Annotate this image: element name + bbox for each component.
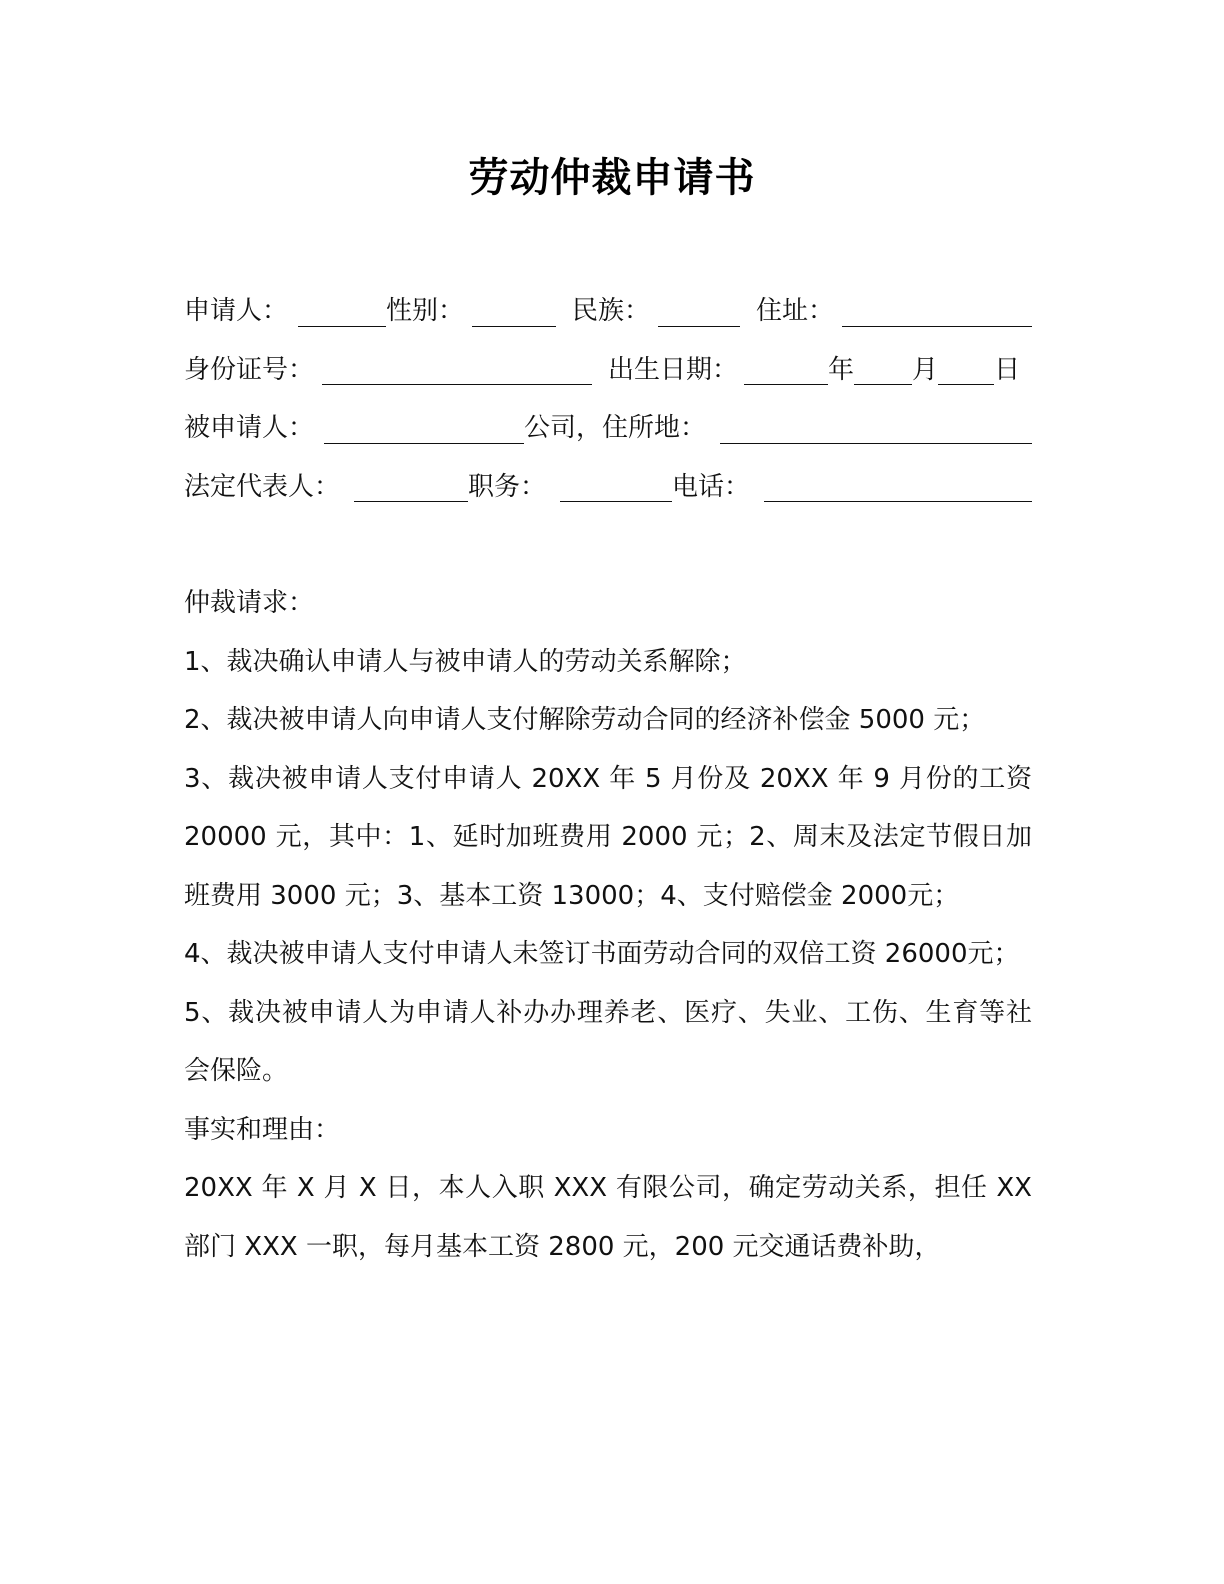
month-label: 月	[912, 354, 939, 385]
applicant-label: 申请人：	[184, 296, 289, 326]
applicant-blank[interactable]	[298, 298, 386, 327]
phone-label: 电话：	[672, 471, 751, 502]
position-blank[interactable]	[560, 473, 672, 502]
respondent-label: 被申请人：	[184, 413, 315, 443]
phone-blank[interactable]	[764, 473, 1032, 502]
id-number-blank[interactable]	[322, 356, 592, 385]
claim-item-2: 2、裁决被申请人向申请人支付解除劳动合同的经济补偿金 5000 元；	[184, 705, 986, 735]
respondent-blank[interactable]	[324, 415, 524, 444]
document-title: 劳动仲裁申请书	[468, 155, 756, 201]
facts-heading: 事实和理由：	[184, 1114, 341, 1145]
document-body	[184, 282, 1032, 1276]
form-row-id	[184, 341, 1032, 400]
ethnicity-blank[interactable]	[658, 298, 740, 327]
id-number-label: 身份证号：	[184, 354, 315, 385]
address-label: 住址：	[756, 296, 835, 326]
day-label: 日	[994, 354, 1021, 385]
position-label: 职务：	[468, 471, 547, 502]
form-row-legal-rep	[184, 458, 1032, 517]
claims-heading: 仲裁请求：	[184, 588, 315, 618]
claim-item-3: 3、裁决被申请人支付申请人 20XX 年 5 月份及 20XX 年 9 月份的工资 20000 元，其中：1、延时加班费用 2000 元；2、周末及法定节假日加班费用 3000 元；3、基本工资 13000；4、支付赔偿金 2000元；	[184, 763, 1032, 911]
form-row-respondent	[184, 399, 1032, 458]
claim-item-1: 1、裁决确认申请人与被申请人的劳动关系解除；	[184, 646, 747, 677]
ethnicity-label: 民族：	[572, 296, 651, 326]
birth-day-blank[interactable]	[938, 356, 994, 385]
address-blank[interactable]	[842, 298, 1032, 327]
company-residence-label: 公司，住所地：	[524, 413, 707, 443]
claim-item-5: 5、裁决被申请人为申请人补办办理养老、医疗、失业、工伤、生育等社会保险。	[184, 997, 1032, 1086]
birth-month-blank[interactable]	[854, 356, 912, 385]
birth-year-blank[interactable]	[744, 356, 828, 385]
section-spacer	[184, 516, 1032, 574]
legal-rep-label: 法定代表人：	[184, 471, 341, 502]
facts-text: 20XX 年 X 月 X 日，本人入职 XXX 有限公司，确定劳动关系，担任 XX 部门 XXX 一职，每月基本工资 2800 元，200 元交通话费补助，	[184, 1173, 1032, 1262]
birth-date-label: 出生日期：	[608, 354, 739, 385]
residence-blank[interactable]	[720, 415, 1032, 444]
claim-item-4: 4、裁决被申请人支付申请人未签订书面劳动合同的双倍工资 26000元；	[184, 939, 1020, 969]
gender-label: 性别：	[386, 296, 465, 326]
gender-blank[interactable]	[472, 298, 556, 327]
form-row-applicant	[184, 282, 1032, 341]
year-label: 年	[828, 354, 855, 385]
legal-rep-blank[interactable]	[354, 473, 468, 502]
